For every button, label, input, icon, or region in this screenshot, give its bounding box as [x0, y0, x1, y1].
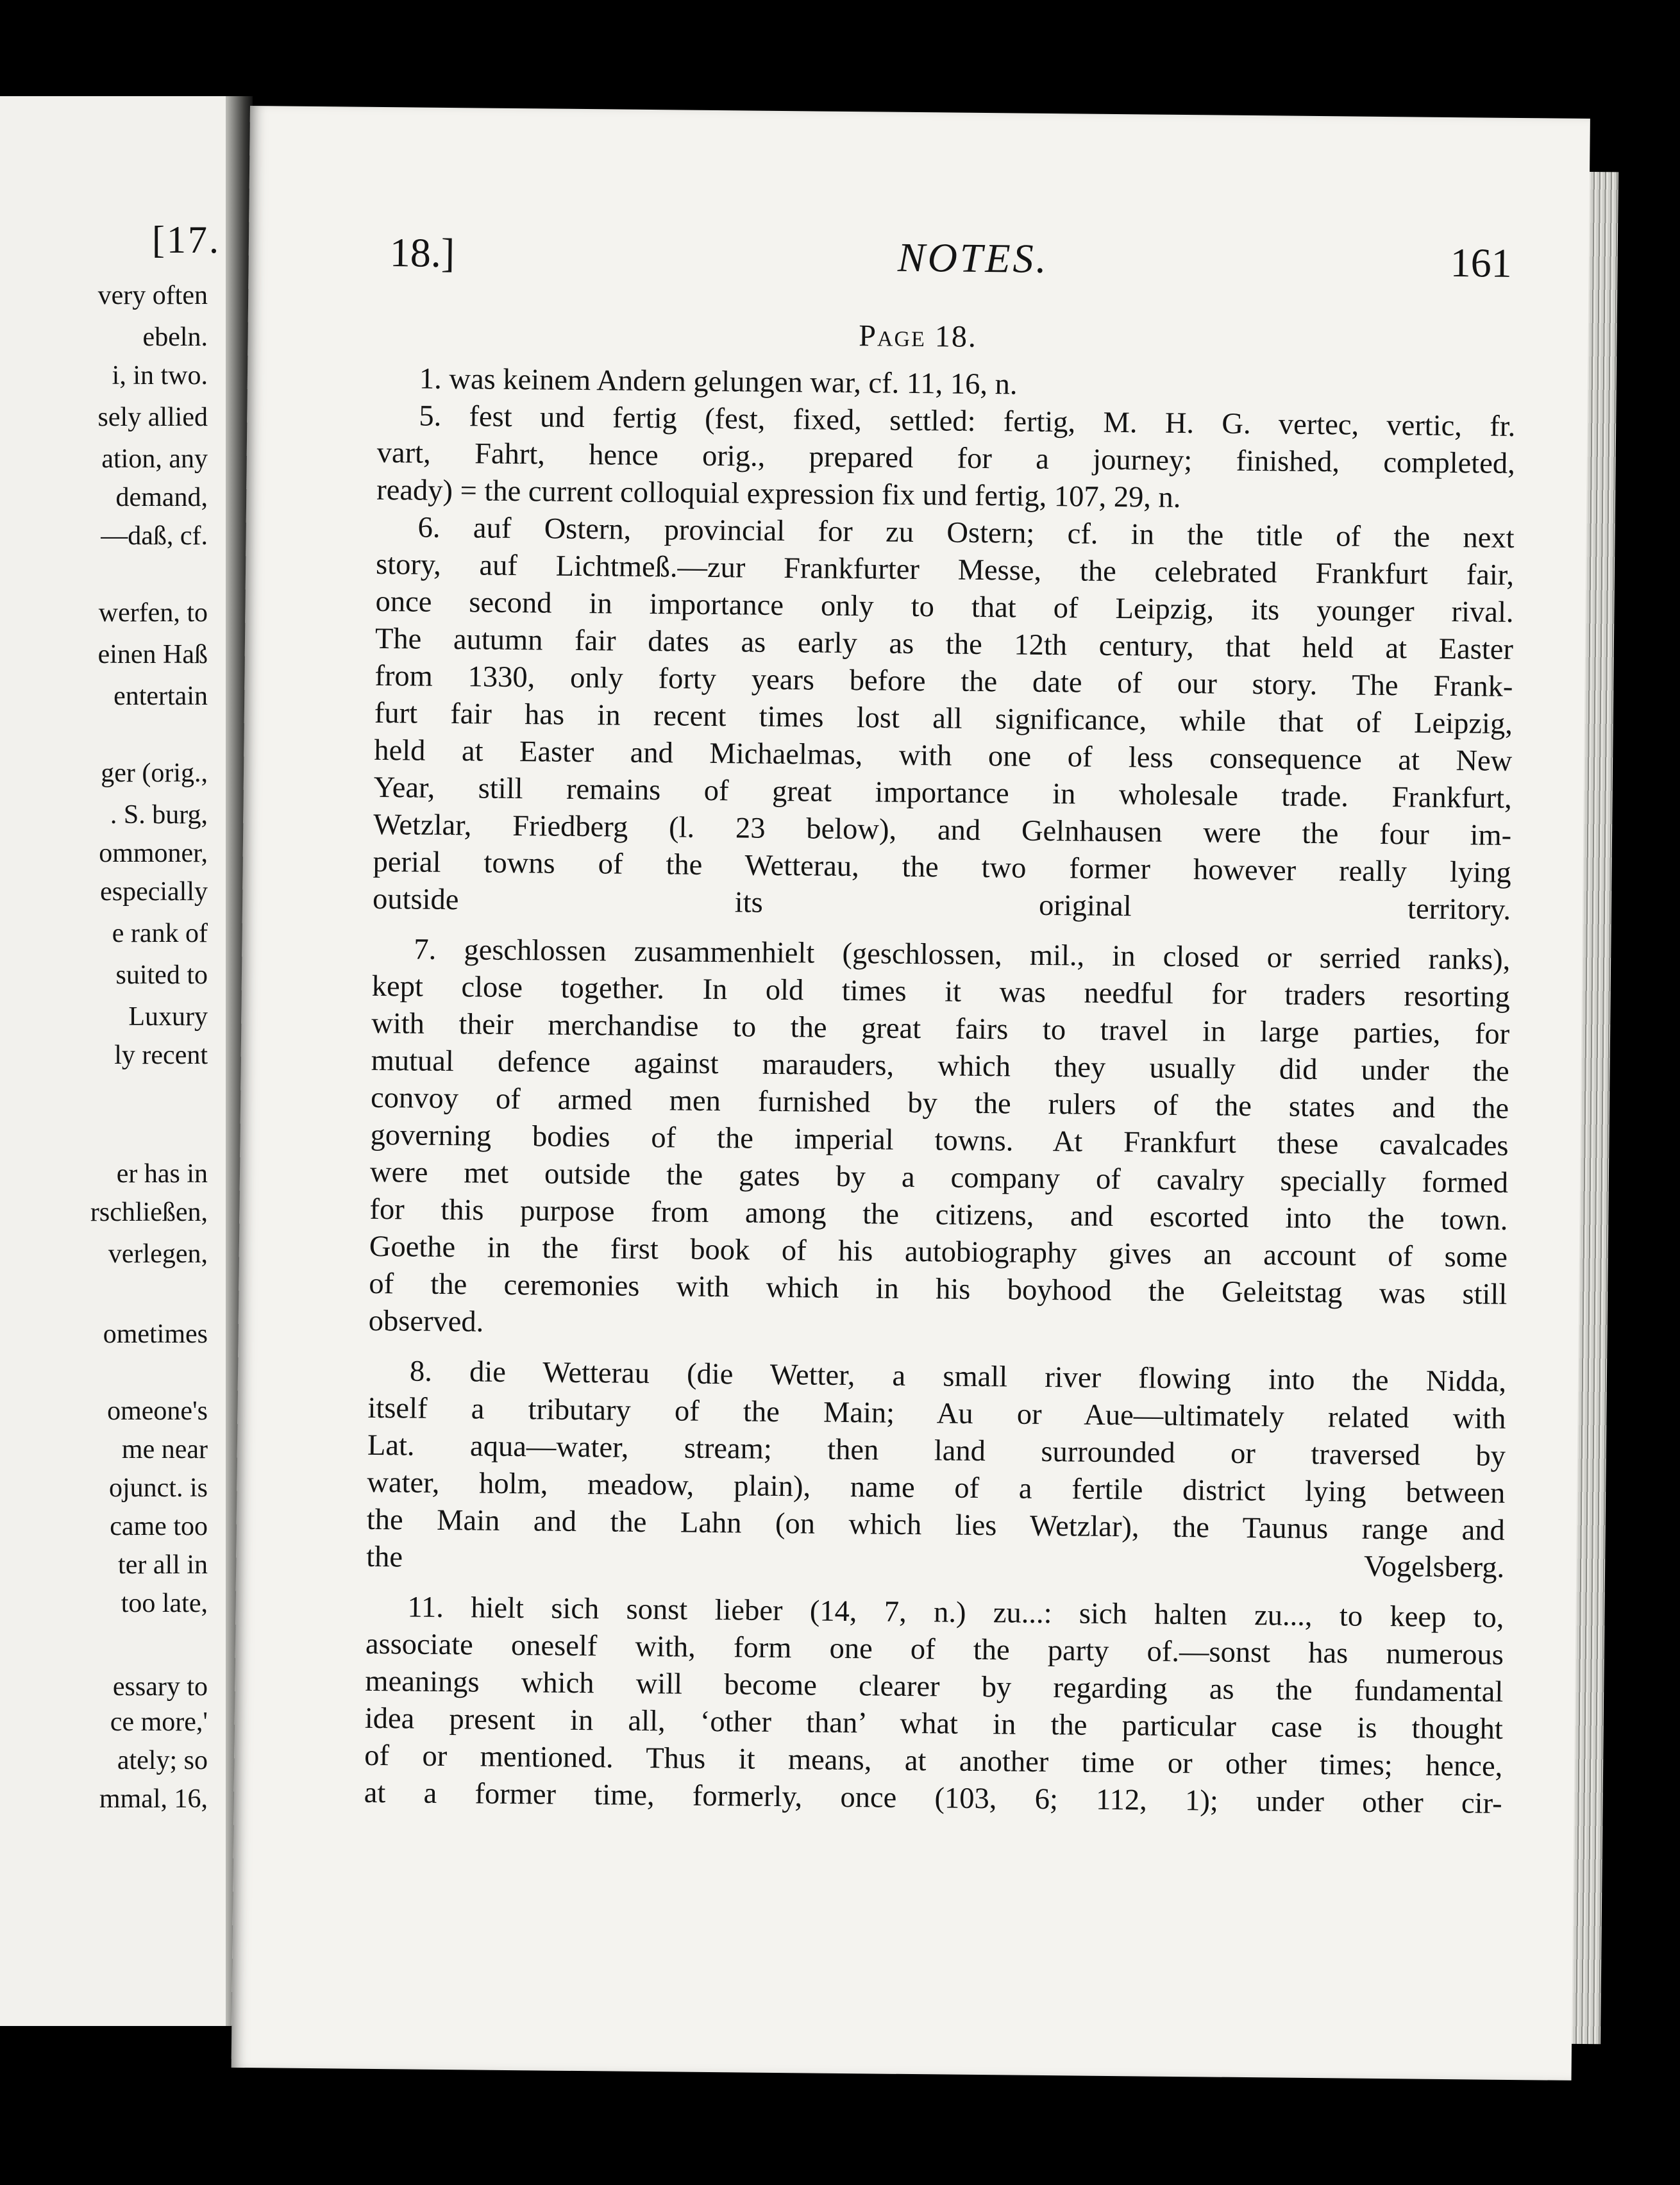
note-6-line: story, auf Lichtmeß.—zur Frankfurter Messe, the celebrated Frankfurt fair, [375, 548, 1515, 592]
note-7-line: kept close together. In old times it was needful for traders resorting [371, 969, 1510, 1014]
note-11-line: at a former time, formerly, once (103, 6; 112, 1); under other cir- [364, 1776, 1502, 1820]
left-page-header: [17. [152, 219, 221, 261]
note-11-line: associate oneself with, form one of the party of.—sonst has numerous [365, 1627, 1504, 1671]
note-7-line: convoy of armed men furnished by the rulers of the states and the [370, 1081, 1509, 1125]
section-heading: Page 18. [859, 319, 978, 354]
note-8-line: the Vogelsberg. [366, 1540, 1505, 1584]
note-8-line: water, holm, meadow, plain), name of a fertile district lying between [367, 1466, 1506, 1510]
note-5-line: 5. fest und fertig (fest, fixed, settled: fertig, M. H. G. vertec, vertic, fr. [419, 399, 1516, 443]
note-7-line: for this purpose from among the citizens, and escorted into the town. [369, 1193, 1508, 1237]
left-page-line: sely allied [97, 403, 208, 432]
left-page-line: —daß, cf. [101, 521, 208, 551]
note-11-line: 11. hielt sich sonst lieber (14, 7, n.) zu...: sich halten zu..., to keep to, [407, 1591, 1504, 1634]
note-8-line: 8. die Wetterau (die Wetter, a small river flowing into the Nidda, [409, 1355, 1507, 1398]
left-page-line: e rank of [112, 919, 208, 948]
note-6-line: once second in importance only to that of Leipzig, its younger rival. [375, 585, 1514, 629]
note-5-line: vart, Fahrt, hence orig., prepared for a journey; finished, completed, [376, 436, 1515, 480]
left-page-line: very often [97, 281, 208, 310]
left-page-line: entertain [113, 682, 208, 711]
note-6-line: outside its original territory. [372, 882, 1511, 926]
note-5-line: ready) = the current colloquial expression fix und fertig, 107, 29, n. [376, 473, 1181, 514]
left-page-line: essary to [112, 1672, 208, 1702]
page-number: 161 [1450, 239, 1513, 286]
note-1: 1. was keinem Andern gelungen war, cf. 11, 16, n. [419, 362, 1018, 401]
note-7-line: were met outside the gates by a company of cavalry specially formed [369, 1155, 1509, 1200]
left-page-line: ebeln. [142, 322, 208, 352]
left-page-line: einen Haß [97, 640, 208, 669]
left-page-line: too late, [121, 1589, 208, 1618]
note-6-line: The autumn fair dates as early as the 12th century, that held at Easter [374, 622, 1514, 666]
left-page-line: mmal, 16, [99, 1784, 208, 1814]
left-page-line: ly recent [114, 1041, 208, 1070]
left-page-line: ately; so [117, 1746, 208, 1775]
note-11-line: idea present in all, ‘other than’ what in the particular case is thought [364, 1702, 1504, 1746]
note-8-line: itself a tributary of the Main; Au or Aue—ultimately related with [367, 1391, 1506, 1436]
left-page-line: demand, [115, 483, 208, 512]
left-page-line: verlegen, [108, 1239, 208, 1269]
note-7-line: observed. [368, 1304, 484, 1339]
running-head-section: 18.] [389, 230, 455, 276]
note-6-line: from 1330, only forty years before the date of our story. The Frank- [374, 659, 1513, 703]
left-page-line: . S. burg, [110, 800, 208, 830]
note-7-line: Goethe in the first book of his autobiography gives an account of some [369, 1230, 1508, 1274]
note-6-line: Wetzlar, Friedberg (l. 23 below), and Gelnhausen were the four im- [373, 808, 1512, 852]
left-page-line: rschließen, [90, 1198, 208, 1227]
note-11-line: meanings which will become clearer by regarding as the fundamental [365, 1664, 1504, 1709]
note-7-line: with their merchandise to the great fairs to travel in large parties, for [371, 1007, 1510, 1051]
left-page-line: ommoner, [99, 839, 208, 868]
left-page-line: me near [121, 1435, 208, 1464]
note-6-line: held at Easter and Michaelmas, with one of less consequence at New [374, 733, 1513, 778]
note-7-line: mutual defence against marauders, which they usually did under the [371, 1044, 1509, 1088]
note-6-line: 6. auf Ostern, provincial for zu Ostern; cf. in the title of the next [417, 511, 1515, 555]
left-page-line: ation, any [101, 444, 208, 474]
note-8-line: the Main and the Lahn (on which lies Wetzlar), the Taunus range and [366, 1503, 1506, 1547]
note-6-line: furt fair has in recent times lost all significance, while that of Leipzig, [374, 696, 1513, 741]
left-page-line: ter all in [118, 1550, 208, 1580]
left-page-line: Luxury [128, 1002, 208, 1032]
left-page-line: ce more,' [110, 1707, 208, 1737]
note-11-line: of or mentioned. Thus it means, at another time or other times; hence, [364, 1739, 1503, 1783]
left-page-line: omeone's [107, 1396, 208, 1426]
note-6-line: perial towns of the Wetterau, the two former however really lying [373, 845, 1511, 889]
left-page-line: came too [110, 1512, 208, 1541]
left-page-line: i, in two. [112, 361, 208, 390]
right-page [231, 106, 1590, 2080]
note-7-line: 7. geschlossen zusammenhielt (geschlossen, mil., in closed or serried ranks), [414, 933, 1511, 976]
note-7-line: of the ceremonies with which in his boyhood the Geleitstag was still [369, 1267, 1508, 1311]
running-head-title: NOTES. [897, 234, 1049, 281]
left-page-line: werfen, to [98, 598, 208, 628]
left-page-line: ger (orig., [101, 758, 208, 788]
left-page-line: especially [100, 877, 208, 907]
left-page-line: ojunct. is [109, 1473, 208, 1503]
left-facing-page [0, 96, 226, 2026]
left-page-line: ometimes [103, 1319, 208, 1349]
left-page-line: suited to [115, 960, 208, 990]
note-8-line: Lat. aqua—water, stream; then land surrounded or traversed by [367, 1428, 1506, 1473]
note-6-line: Year, still remains of great importance in wholesale trade. Frankfurt, [373, 771, 1512, 815]
left-page-line: er has in [116, 1159, 208, 1189]
note-7-line: governing bodies of the imperial towns. At Frankfurt these cavalcades [370, 1118, 1509, 1162]
notes-body [364, 360, 1516, 1823]
